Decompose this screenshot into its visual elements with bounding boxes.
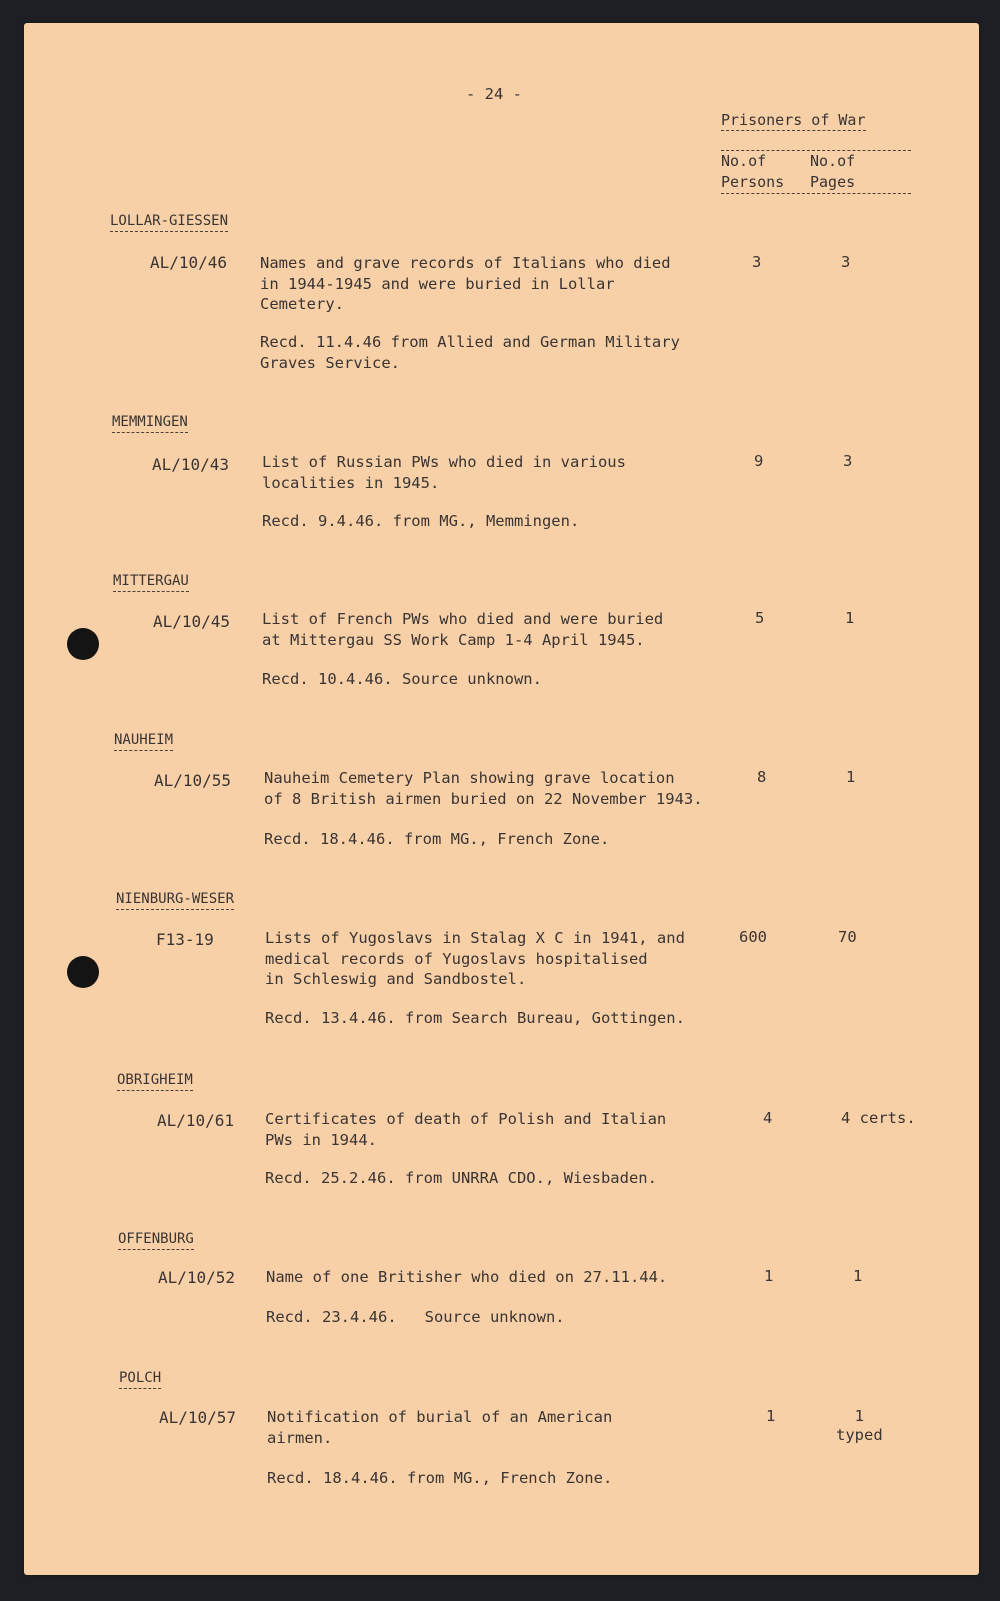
received-note: Recd. 23.4.46. Source unknown. — [266, 1308, 565, 1326]
pages-count: 1 — [853, 1267, 863, 1285]
received-note: Recd. 9.4.46. from MG., Memmingen. — [262, 512, 580, 530]
pages-count: 1 — [846, 768, 856, 786]
entry-description: Names and grave records of Italians who died in 1944-1945 and were buried in Lollar Cemetery. — [260, 254, 671, 313]
received-note: Recd. 13.4.46. from Search Bureau, Gottingen. — [265, 1009, 685, 1027]
place-heading: MITTERGAU — [113, 573, 189, 592]
header-rule — [721, 193, 911, 194]
pages-count: 4 certs. — [841, 1109, 916, 1127]
persons-count: 8 — [757, 768, 767, 786]
reference-code: F13-19 — [156, 930, 214, 949]
received-note: Recd. 25.2.46. from UNRRA CDO., Wiesbaden. — [265, 1169, 657, 1187]
persons-count: 1 — [766, 1407, 776, 1425]
header-rule — [721, 150, 911, 151]
pages-count: 3 — [843, 452, 853, 470]
reference-code: AL/10/57 — [159, 1408, 237, 1427]
entry-description: List of Russian PWs who died in various localities in 1945. — [262, 453, 626, 492]
page-number: - 24 - — [466, 85, 522, 103]
received-note: Recd. 18.4.46. from MG., French Zone. — [267, 1469, 613, 1487]
received-note: Recd. 11.4.46 from Allied and German Military Graves Service. — [260, 333, 680, 372]
entry-description: Lists of Yugoslavs in Stalag X C in 1941, and medical records of Yugoslavs hospitalised in Schleswig and Sandbostel. — [265, 929, 685, 988]
reference-code: AL/10/61 — [157, 1111, 235, 1130]
reference-code: AL/10/55 — [154, 771, 232, 790]
place-heading: OFFENBURG — [118, 1231, 194, 1250]
reference-code: AL/10/43 — [152, 455, 230, 474]
place-heading: OBRIGHEIM — [117, 1072, 193, 1091]
reference-code: AL/10/52 — [158, 1268, 236, 1287]
persons-count: 3 — [752, 253, 762, 271]
pages-count: 70 — [838, 928, 857, 946]
entry-description: Certificates of death of Polish and Italian PWs in 1944. — [265, 1110, 667, 1149]
place-heading: POLCH — [119, 1370, 161, 1389]
persons-count: 4 — [763, 1109, 773, 1127]
place-heading: NIENBURG-WESER — [116, 891, 234, 910]
entry-description: Notification of burial of an American airmen. — [267, 1408, 613, 1447]
reference-code: AL/10/46 — [150, 253, 228, 272]
punch-hole — [67, 956, 99, 988]
entry-description: Nauheim Cemetery Plan showing grave location of 8 British airmen buried on 22 November 1943. — [264, 769, 703, 808]
persons-count: 600 — [739, 928, 767, 946]
persons-count: 9 — [754, 452, 764, 470]
entry-description: Name of one Britisher who died on 27.11.44. — [266, 1268, 668, 1286]
persons-count: 1 — [764, 1267, 774, 1285]
pages-header-line2: Pages — [810, 173, 856, 191]
place-heading: MEMMINGEN — [112, 414, 188, 433]
reference-code: AL/10/45 — [153, 612, 231, 631]
persons-count: 5 — [755, 609, 765, 627]
persons-header-line2: Persons — [721, 173, 785, 191]
entry-description: List of French PWs who died and were buried at Mittergau SS Work Camp 1-4 April 1945. — [262, 610, 664, 649]
pages-count: 3 — [841, 253, 851, 271]
persons-header-line1: No.of — [721, 152, 767, 170]
pages-header-line1: No.of — [810, 152, 856, 170]
pages-count: 1 typed — [836, 1407, 883, 1444]
punch-hole — [67, 628, 99, 660]
column-group-title: Prisoners of War — [721, 111, 866, 129]
pages-count: 1 — [845, 609, 855, 627]
place-heading: LOLLAR-GIESSEN — [110, 213, 228, 232]
received-note: Recd. 18.4.46. from MG., French Zone. — [264, 830, 610, 848]
received-note: Recd. 10.4.46. Source unknown. — [262, 670, 542, 688]
place-heading: NAUHEIM — [114, 732, 173, 751]
